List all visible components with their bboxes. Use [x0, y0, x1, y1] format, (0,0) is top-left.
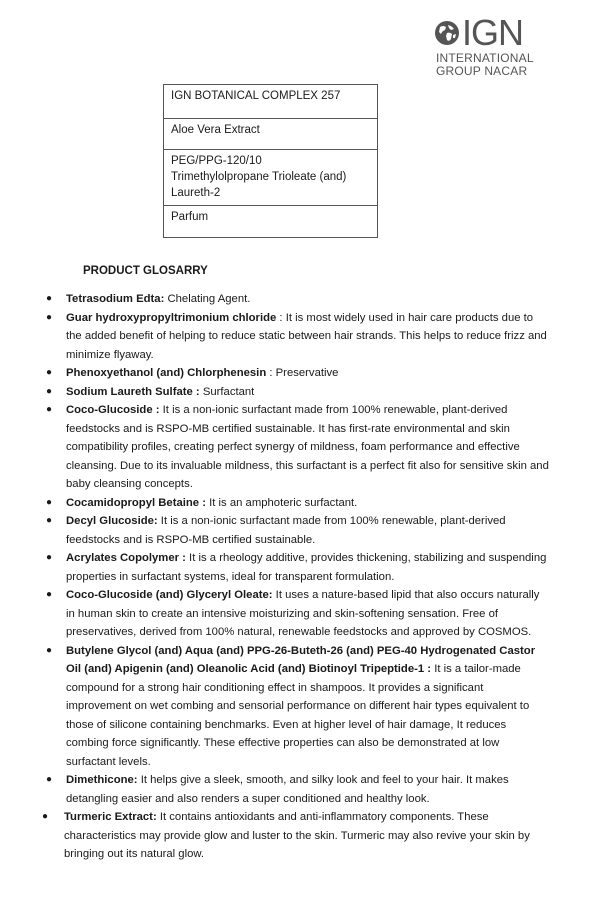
- ingredient-cell: Aloe Vera Extract: [164, 119, 378, 150]
- bullet-icon: ●: [46, 644, 53, 656]
- glossary-desc: It contains antioxidants and anti-inflammatory components. These characteristics may provide glow and luster to the skin. Turmeric may also revive your skin by bringing out its natural glow.: [64, 811, 530, 860]
- glossary-item: [0, 401, 600, 494]
- glossary-desc: It is a tailor-made compound for a strong hair conditioning effect in shampoos. It provides a significant improvement on wet combing and sensorial performance on different hair types equivalent to those of silicone containing benchmarks. Even at higher level of hair damage, It reduces combing force significantly. These effective properties can also be demonstrated at low surfactant levels.: [66, 663, 530, 768]
- ingredient-line: Trimethylolpropane Trioleate (and): [171, 171, 347, 183]
- bullet-icon: ●: [46, 367, 53, 378]
- glossary-desc: : It is most widely used in hair care products due to the added benefit of helping to reduce static between hair strands. This helps to reduce frizz and minimize flyaway.: [66, 311, 547, 361]
- bullet-icon: ●: [46, 515, 53, 526]
- ingredient-cell: IGN BOTANICAL COMPLEX 257: [164, 85, 378, 119]
- ingredient-cell: Parfum: [164, 206, 378, 238]
- logo-brand: IGN: [462, 12, 524, 53]
- ingredient-row: [164, 150, 378, 206]
- glossary-item: [0, 512, 600, 549]
- glossary-term: Turmeric Extract:: [64, 811, 157, 823]
- glossary-desc: : Preservative: [266, 367, 339, 379]
- glossary-item: [0, 642, 600, 772]
- ingredient-row: [164, 206, 378, 238]
- bullet-icon: ●: [46, 293, 53, 304]
- glossary-item: [0, 309, 600, 365]
- glossary-term: Tetrasodium Edta:: [66, 293, 165, 305]
- glossary-item: [0, 549, 600, 586]
- bullet-icon: ●: [46, 311, 53, 323]
- glossary-item: [0, 771, 600, 808]
- glossary-term: Coco-Glucoside (and) Glyceryl Oleate:: [66, 589, 273, 601]
- glossary-item: [0, 383, 600, 402]
- glossary-desc: It is a non-ionic surfactant made from 100% renewable, plant-derived feedstocks and is RSPO-MB certified sustainable.: [66, 515, 506, 546]
- ingredients-table: [163, 84, 378, 238]
- glossary-desc: It is a non-ionic surfactant made from 100% renewable, plant-derived feedstocks and is RSPO-MB certified sustainable. It has first-rate environmental and skin compatibility profiles, creating perfect synergy of mildness, foam performance and effective cleansing. Due to its invaluable mildness, this surfactant is a perfect fit also for sensitive skin and baby cleansing concepts.: [66, 404, 549, 490]
- glossary-item: [0, 290, 600, 309]
- glossary-item: [0, 494, 600, 513]
- glossary-item: [0, 808, 600, 864]
- globe-icon: [434, 20, 460, 46]
- bullet-icon: ●: [46, 589, 53, 600]
- glossary-term: Dimethicone:: [66, 774, 138, 786]
- glossary-desc: It uses a nature-based lipid that also occurs naturally in human skin to create an intensive moisturizing and skin-softening sensation. Free of preservatives, derived from 100% natural, renewable feedstocks and approved by COSMOS.: [66, 589, 540, 638]
- glossary-term: Guar hydroxypropyltrimonium chloride: [66, 311, 277, 324]
- glossary-term: Cocamidopropyl Betaine :: [66, 496, 206, 509]
- glossary-term: Phenoxyethanol (and) Chlorphenesin: [66, 367, 267, 379]
- glossary-desc: It helps give a sleek, smooth, and silky look and feel to your hair. It makes detangling easier and also renders a super conditioned and healthy look.: [66, 774, 509, 805]
- glossary-item: [0, 364, 600, 383]
- glossary-term: Butylene Glycol (and) Aqua (and) PPG-26-Buteth-26 (and) PEG-40 Hydrogenated Castor Oil (and) Apigenin (and) Oleanolic Acid (and) Biotinoyl Tripeptide-1 :: [66, 644, 536, 675]
- glossary-item: [0, 586, 600, 642]
- bullet-icon: ●: [46, 385, 53, 397]
- glossary-term: Sodium Laureth Sulfate :: [66, 385, 200, 398]
- bullet-icon: ●: [46, 552, 53, 563]
- glossary-term: Acrylates Copolymer :: [66, 552, 186, 564]
- glossary-desc: Surfactant: [199, 385, 255, 398]
- bullet-icon: ●: [46, 404, 53, 415]
- bullet-icon: ●: [46, 774, 53, 785]
- glossary-desc: It is a rheology additive, provides thickening, stabilizing and suspending properties in surfactant systems, ideal for transparent formulation.: [66, 552, 547, 583]
- company-logo: [432, 14, 544, 78]
- glossary-desc: Chelating Agent.: [164, 293, 251, 305]
- bullet-icon: ●: [46, 496, 53, 508]
- ingredient-line: PEG/PPG-120/10: [171, 155, 262, 167]
- glossary-term: Coco-Glucoside :: [66, 404, 160, 416]
- logo-line-1: INTERNATIONAL: [436, 51, 534, 65]
- ingredient-row: [164, 85, 378, 119]
- ingredient-row: [164, 119, 378, 150]
- glossary-term: Decyl Glucoside:: [66, 515, 158, 527]
- glossary-title: PRODUCT GLOSARRY: [83, 265, 208, 277]
- ingredient-cell: [164, 150, 378, 206]
- ingredient-line: Laureth-2: [171, 187, 221, 199]
- glossary-desc: It is an amphoteric surfactant.: [205, 496, 358, 509]
- logo-line-2: GROUP NACAR: [436, 64, 528, 78]
- glossary-list: [0, 290, 600, 864]
- bullet-icon: ●: [42, 811, 49, 822]
